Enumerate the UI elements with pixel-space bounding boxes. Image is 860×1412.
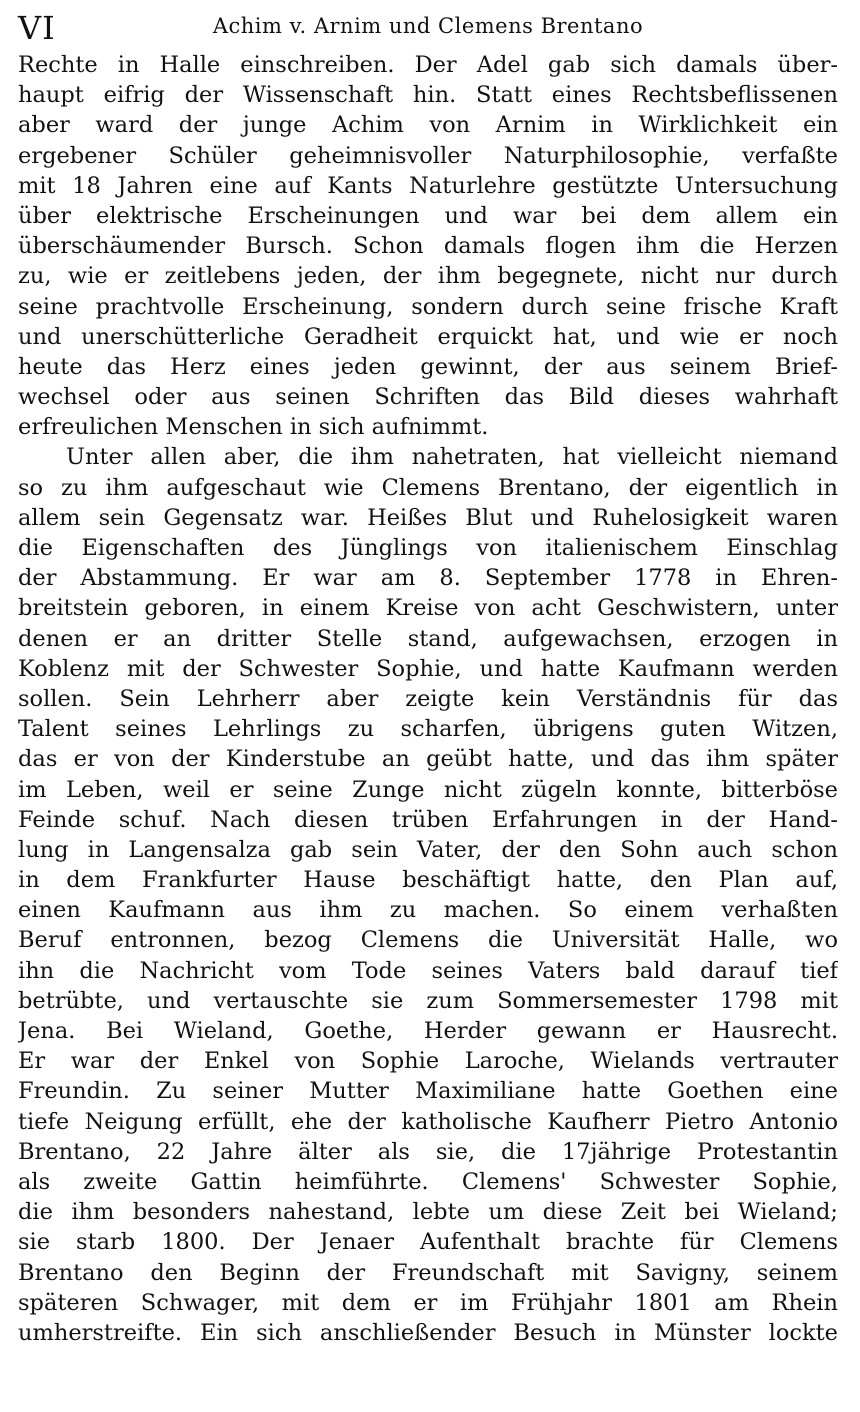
text-line: haupt eifrig der Wissenschaft hin. Statt eines Rechtsbeflissenen: [18, 82, 838, 109]
text-line: denen er an dritter Stelle stand, aufgewachsen, erzogen in: [18, 625, 838, 652]
text-line: Er war der Enkel von Sophie Laroche, Wielands vertrauter: [18, 1048, 838, 1075]
text-line: Freundin. Zu seiner Mutter Maximiliane hatte Goethen eine: [18, 1078, 838, 1105]
text-line: der Abstammung. Er war am 8. September 1778 in Ehren-: [18, 565, 838, 592]
text-line: so zu ihm aufgeschaut wie Clemens Brentano, der eigentlich in: [18, 474, 838, 501]
text-line: sollen. Sein Lehrherr aber zeigte kein Verständnis für das: [18, 685, 838, 712]
page-number: VI: [18, 9, 56, 47]
text-line: lung in Langensalza gab sein Vater, der den Sohn auch schon: [18, 836, 838, 863]
text-line: als zweite Gattin heimführte. Clemens' Schwester Sophie,: [18, 1168, 838, 1195]
text-line: im Leben, weil er seine Zunge nicht zügeln konnte, bitterböse: [18, 776, 838, 803]
text-line: sie starb 1800. Der Jenaer Aufenthalt brachte für Clemens: [18, 1229, 838, 1256]
text-line: späteren Schwager, mit dem er im Frühjahr 1801 am Rhein: [18, 1289, 838, 1316]
text-line: wechsel oder aus seinen Schriften das Bild dieses wahrhaft: [18, 384, 838, 411]
text-line: umherstreifte. Ein sich anschließender Besuch in Münster lockte: [18, 1319, 838, 1346]
text-line: mit 18 Jahren eine auf Kants Naturlehre gestützte Untersuchung: [18, 172, 838, 199]
text-line: breitstein geboren, in einem Kreise von acht Geschwistern, unter: [18, 595, 838, 622]
text-line: betrübte, und vertauschte sie zum Sommersemester 1798 mit: [18, 987, 838, 1014]
text-line: Brentano, 22 Jahre älter als sie, die 17jährige Protestantin: [18, 1138, 838, 1165]
text-line: Brentano den Beginn der Freundschaft mit Savigny, seinem: [18, 1259, 838, 1286]
text-line: ihn die Nachricht vom Tode seines Vaters bald darauf tief: [18, 957, 838, 984]
paragraph-end-line: erfreulichen Menschen in sich aufnimmt.: [18, 414, 489, 441]
running-title: Achim v. Arnim und Clemens Brentano: [212, 14, 644, 38]
page-header: [18, 4, 838, 48]
text-line: Koblenz mit der Schwester Sophie, und hatte Kaufmann werden: [18, 655, 838, 682]
text-line: die ihm besonders nahestand, lebte um diese Zeit bei Wieland;: [18, 1199, 838, 1226]
text-line: ergebener Schüler geheimnisvoller Naturphilosophie, verfaßte: [18, 142, 838, 169]
text-line: tiefe Neigung erfüllt, ehe der katholische Kaufherr Pietro Antonio: [18, 1108, 838, 1135]
text-line: Talent seines Lehrlings zu scharfen, übrigens guten Witzen,: [18, 716, 838, 743]
text-line: allem sein Gegensatz war. Heißes Blut und Ruhelosigkeit waren: [18, 504, 838, 531]
text-line: heute das Herz eines jeden gewinnt, der aus seinem Brief-: [18, 353, 838, 380]
text-line: überschäumender Bursch. Schon damals flogen ihm die Herzen: [18, 233, 838, 260]
text-line: das er von der Kinderstube an geübt hatte, und das ihm später: [18, 746, 838, 773]
body-text: [18, 50, 838, 1348]
text-line: Jena. Bei Wieland, Goethe, Herder gewann er Hausrecht.: [18, 1018, 838, 1044]
text-line: Feinde schuf. Nach diesen trüben Erfahrungen in der Hand-: [18, 806, 838, 833]
text-line: einen Kaufmann aus ihm zu machen. So einem verhaßten: [18, 897, 838, 924]
paragraph-start-line: Unter allen aber, die ihm nahetraten, hat vielleicht niemand: [66, 444, 838, 471]
text-line: Rechte in Halle einschreiben. Der Adel gab sich damals über-: [18, 52, 838, 78]
text-line: zu, wie er zeitlebens jeden, der ihm begegnete, nicht nur durch: [18, 263, 838, 290]
text-line: aber ward der junge Achim von Arnim in Wirklichkeit ein: [18, 112, 838, 139]
text-line: in dem Frankfurter Hause beschäftigt hatte, den Plan auf,: [18, 867, 838, 894]
text-line: Beruf entronnen, bezog Clemens die Universität Halle, wo: [18, 927, 838, 954]
text-line: die Eigenschaften des Jünglings von italienischem Einschlag: [18, 535, 838, 561]
text-line: über elektrische Erscheinungen und war bei dem allem ein: [18, 202, 838, 229]
text-line: seine prachtvolle Erscheinung, sondern durch seine frische Kraft: [18, 293, 838, 320]
text-line: und unerschütterliche Geradheit erquickt hat, und wie er noch: [18, 323, 838, 350]
